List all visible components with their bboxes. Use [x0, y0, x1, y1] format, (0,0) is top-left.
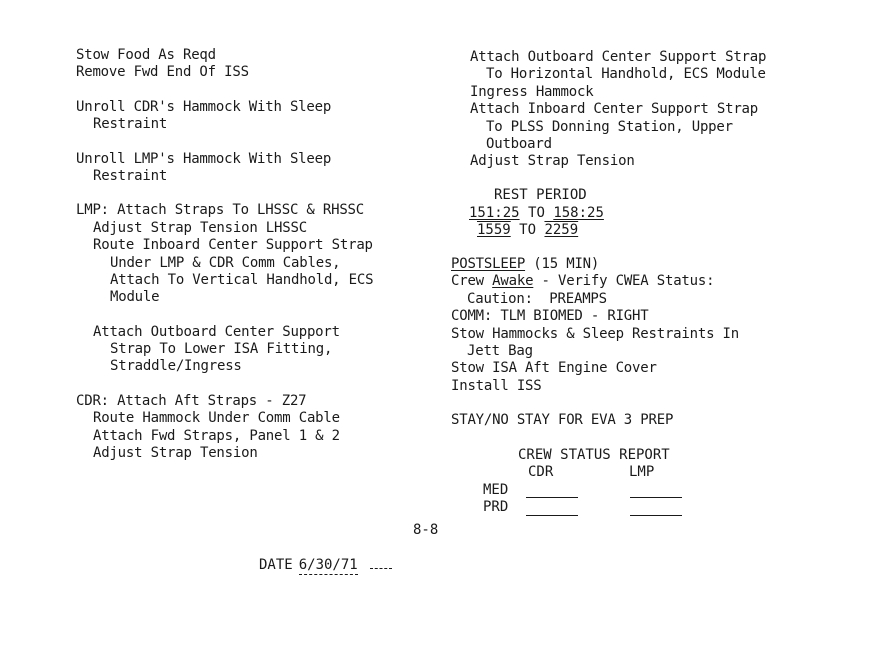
step-remove-iss: Remove Fwd End Of ISS	[76, 64, 249, 81]
step-lmp-route-strap-cont2: Attach To Vertical Handhold, ECS	[110, 271, 374, 288]
postsleep-duration: (15 MIN)	[533, 256, 600, 272]
step-ingress-hammock: Ingress Hammock	[470, 83, 594, 100]
rest-period-get	[469, 205, 604, 222]
step-lmp-attach-outboard-cont2: Straddle/Ingress	[110, 358, 242, 375]
step-cdr-attach-fwd: Attach Fwd Straps, Panel 1 & 2	[93, 427, 340, 444]
med-lmp-blank	[630, 485, 682, 503]
step-cdr-attach-aft: CDR: Attach Aft Straps - Z27	[76, 392, 307, 409]
step-cdr-adjust-tension: Adjust Strap Tension	[93, 445, 258, 462]
postsleep-section	[451, 256, 851, 430]
rest-period-cdt	[477, 222, 578, 239]
step-stow-food: Stow Food As Reqd	[76, 47, 216, 63]
step-lmp-attach-outboard: Attach Outboard Center Support	[93, 323, 340, 340]
prd-lmp-blank	[630, 503, 682, 521]
postsleep-heading	[451, 256, 851, 273]
crew-status-row-med: MED	[483, 482, 509, 498]
rest-cdt-end: 2259	[544, 222, 579, 238]
postsleep-comm: COMM: TLM BIOMED - RIGHT	[451, 308, 649, 325]
postsleep-stow-hammocks-cont: Jett Bag	[467, 342, 533, 359]
step-lmp-attach-straps: LMP: Attach Straps To LHSSC & RHSSC	[76, 202, 365, 219]
step-lmp-attach-outboard-cont1: Strap To Lower ISA Fitting,	[110, 341, 333, 358]
page-number: 8-8	[413, 522, 439, 538]
postsleep-title: POSTSLEEP	[451, 256, 526, 272]
step-lmp-route-strap-cont1: Under LMP & CDR Comm Cables,	[110, 254, 341, 271]
rest-to-label: TO	[528, 205, 545, 221]
crew-awake-word: Awake	[492, 273, 534, 290]
rest-to-label-2: TO	[519, 222, 537, 238]
rest-get-end: 158:25	[553, 205, 604, 221]
crew-status-title: CREW STATUS REPORT	[518, 447, 670, 463]
step-lmp-route-strap-cont3: Module	[110, 289, 160, 306]
date-value: 6/30/71	[298, 557, 358, 573]
step-adjust-strap-tension: Adjust Strap Tension	[470, 153, 635, 170]
step-attach-outboard-strap: Attach Outboard Center Support Strap	[470, 49, 767, 65]
left-column	[76, 47, 436, 462]
postsleep-caution: Caution: PREAMPS	[467, 290, 607, 307]
step-unroll-lmp-hammock: Unroll LMP's Hammock With Sleep	[76, 150, 332, 167]
step-cdr-route-hammock: Route Hammock Under Comm Cable	[93, 410, 340, 427]
date-trailing-line	[370, 560, 392, 569]
postsleep-stow-isa: Stow ISA Aft Engine Cover	[451, 360, 657, 377]
step-lmp-adjust-tension: Adjust Strap Tension LHSSC	[93, 219, 307, 236]
postsleep-stow-hammocks: Stow Hammocks & Sleep Restraints In	[451, 325, 740, 342]
crew-status-col-lmp: LMP	[629, 464, 655, 480]
step-attach-inboard-strap-cont2: Outboard	[486, 135, 552, 152]
step-unroll-cdr-hammock: Unroll CDR's Hammock With Sleep	[76, 98, 332, 115]
right-column	[451, 49, 851, 171]
rest-get-start: 151:25	[469, 205, 520, 221]
postsleep-install-iss: Install ISS	[451, 377, 542, 394]
step-attach-inboard-strap: Attach Inboard Center Support Strap	[470, 101, 759, 118]
step-unroll-lmp-hammock-cont: Restraint	[93, 167, 168, 184]
step-unroll-cdr-hammock-cont: Restraint	[93, 116, 168, 133]
crew-status-col-cdr: CDR	[528, 464, 554, 480]
med-cdr-blank	[526, 485, 578, 503]
step-attach-outboard-strap-cont: To Horizontal Handhold, ECS Module	[486, 66, 766, 83]
step-lmp-route-strap: Route Inboard Center Support Strap	[93, 237, 373, 254]
rest-period-title: REST PERIOD	[494, 187, 587, 203]
rest-cdt-start: 1559	[477, 222, 511, 238]
step-attach-inboard-strap-cont1: To PLSS Donning Station, Upper	[486, 118, 733, 135]
crew-status-row-prd: PRD	[483, 499, 509, 515]
postsleep-crew-awake: Crew Awake - Verify CWEA Status:	[451, 273, 715, 290]
prd-cdr-blank	[526, 503, 578, 521]
date-label: DATE	[259, 557, 293, 573]
postsleep-stay-no-stay: STAY/NO STAY FOR EVA 3 PREP	[451, 412, 674, 429]
date-line	[259, 557, 392, 575]
